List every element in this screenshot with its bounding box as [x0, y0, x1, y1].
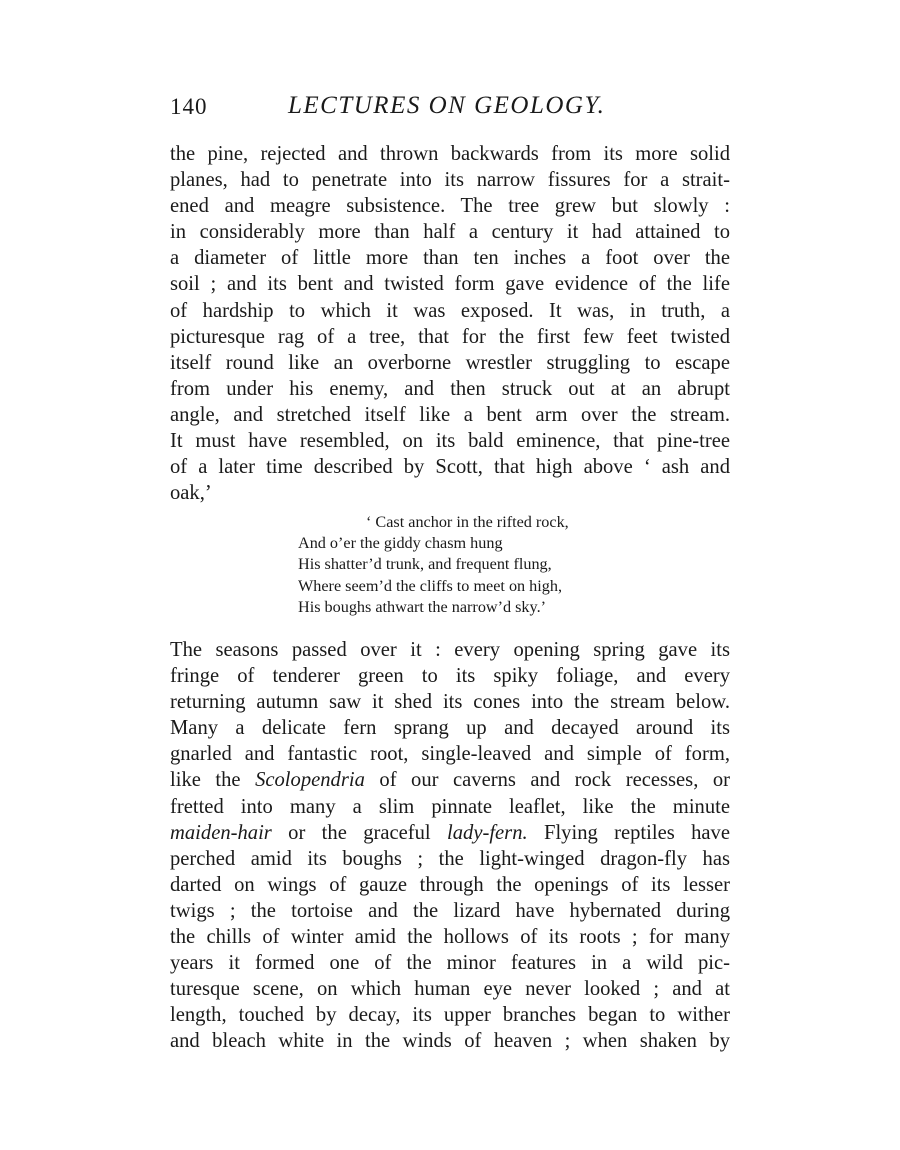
page-number: 140 [170, 94, 208, 119]
text-line: of a later time described by Scott, that high above ‘ ash and [170, 456, 730, 479]
text-line: picturesque rag of a tree, that for the first few feet twisted [170, 325, 730, 348]
text-fragment: or the graceful [271, 821, 447, 844]
text-line: the chills of winter amid the hollows of its roots ; for many [170, 926, 730, 949]
text-line: soil ; and its bent and twisted form gave evidence of the life [170, 273, 730, 296]
text-fragment: of our caverns and rock recesses, or [364, 769, 731, 792]
text-line: fretted into many a slim pinnate leaflet, like the minute [170, 795, 730, 818]
text-line: turesque scene, on which human eye never looked ; and at [170, 978, 730, 1001]
text-line: gnarled and fantastic root, single-leaved and simple of form, [170, 743, 730, 766]
text-fragment: Flying reptiles have [527, 821, 730, 844]
text-line: a diameter of little more than ten inches a foot over the [170, 247, 730, 270]
text-line: years it formed one of the minor features in a wild pic- [170, 952, 730, 975]
verse-line: Where seem’d the cliffs to meet on high, [298, 576, 563, 595]
italic-term-lady-fern: lady-fern. [447, 821, 528, 844]
text-line: length, touched by decay, its upper branches began to wither [170, 1004, 730, 1027]
verse-quotation [298, 512, 638, 618]
text-line: of hardship to which it was exposed. It was, in truth, a [170, 299, 730, 322]
verse-line: His boughs athwart the narrow’d sky.’ [298, 597, 547, 616]
text-line: planes, had to penetrate into its narrow fissures for a strait- [170, 169, 730, 192]
verse-line: ‘ Cast anchor in the rifted rock, [366, 513, 569, 531]
text-line: twigs ; the tortoise and the lizard have hybernated during [170, 899, 730, 922]
text-line: fringe of tenderer green to its spiky foliage, and every [170, 665, 730, 688]
text-line: ened and meagre subsistence. The tree grew but slowly : [170, 195, 730, 218]
italic-term-maiden-hair: maiden-hair [170, 821, 272, 844]
text-fragment: like the [170, 769, 256, 792]
paragraph-seasons [170, 637, 730, 1055]
text-line: and bleach white in the winds of heaven ; when shaken by [170, 1030, 730, 1053]
paragraph-pine-tree [170, 141, 730, 506]
running-head [170, 92, 730, 126]
text-line: perched amid its boughs ; the light-winged dragon-fly has [170, 847, 730, 870]
text-line: from under his enemy, and then struck out at an abrupt [170, 377, 730, 400]
text-line: oak,’ [170, 482, 212, 505]
text-line: The seasons passed over it : every opening spring gave its [170, 639, 730, 661]
text-line: It must have resembled, on its bald eminence, that pine-tree [170, 430, 730, 453]
text-line: darted on wings of gauze through the openings of its lesser [170, 873, 730, 896]
text-line: in considerably more than half a century it had attained to [170, 221, 730, 244]
text-line: itself round like an overborne wrestler struggling to escape [170, 351, 730, 374]
text-line: angle, and stretched itself like a bent arm over the stream. [170, 403, 730, 426]
italic-term-scolopendria: Scolopendria [255, 769, 365, 792]
running-title: LECTURES ON GEOLOGY. [288, 92, 606, 119]
text-line: Many a delicate fern sprang up and decayed around its [170, 717, 730, 740]
text-line: returning autumn saw it shed its cones into the stream below. [170, 691, 730, 714]
text-line: the pine, rejected and thrown backwards from its more solid [170, 143, 730, 165]
verse-line: And o’er the giddy chasm hung [298, 534, 503, 553]
text-line [170, 767, 730, 793]
text-line [170, 820, 730, 846]
verse-line: His shatter’d trunk, and frequent flung, [298, 555, 552, 574]
